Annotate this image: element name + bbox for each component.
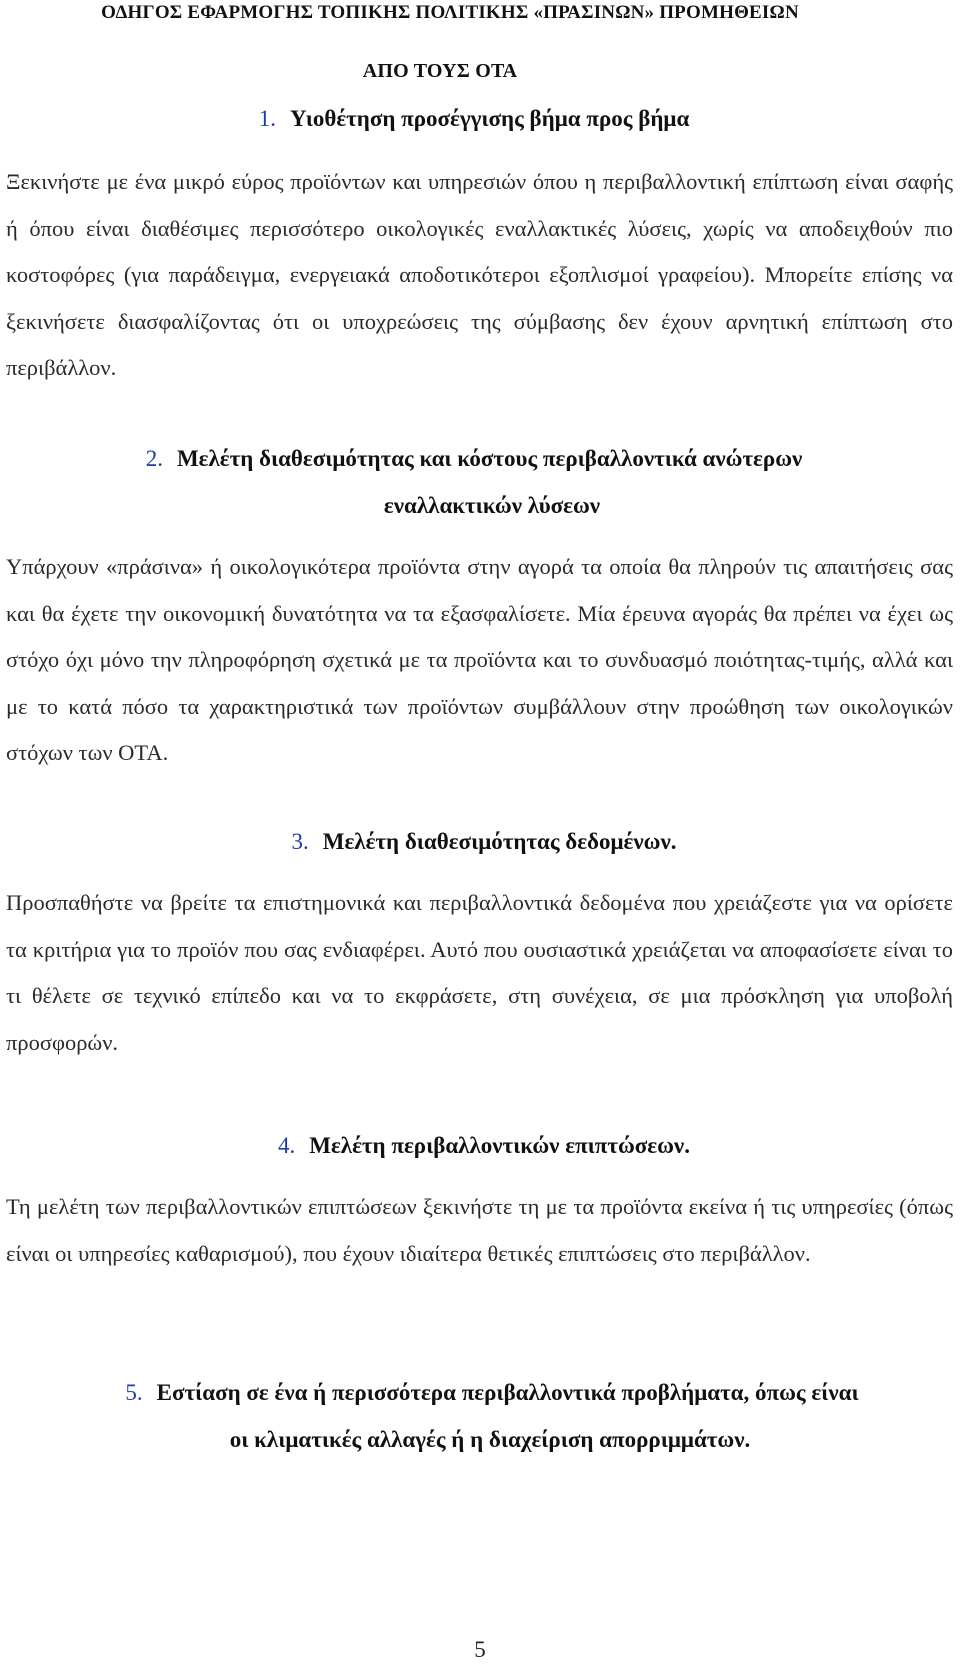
section-1-body: Ξεκινήστε με ένα μικρό εύρος προϊόντων και υπηρεσιών όπου η περιβαλλοντική επίπτωση είναι σαφής ή όπου είναι διαθέσιμες περισσότερο οικολογικές εναλλακτικές λύσεις, χωρίς να αποδειχθούν πιο κοστοφόρες (για παράδειγμα, ενεργειακά αποδοτικότεροι εξοπλισμοί γραφείου). Μπορείτε επίσης να ξεκινήσετε διασφαλίζοντας ότι οι υποχρεώσεις της σύμβασης δεν έχουν αρνητική επίπτωση στο περιβάλλον.	[6, 169, 953, 381]
section-number: 4.	[278, 1133, 296, 1158]
section-3-heading	[4, 829, 960, 855]
document-title-line1: ΟΔΗΓΟΣ ΕΦΑΡΜΟΓΗΣ ΤΟΠΙΚΗΣ ΠΟΛΙΤΙΚΗΣ «ΠΡΑΣΙΝΩΝ» ΠΡΟΜΗΘΕΙΩΝ	[101, 2, 799, 23]
section-title: Υιοθέτηση προσέγγισης βήμα προς βήμα	[289, 106, 690, 131]
section-5-heading-line2	[10, 1427, 960, 1453]
section-2-body: Υπάρχουν «πράσινα» ή οικολογικότερα προϊόντα στην αγορά τα οποία θα πληρούν τις απαιτήσεις σας και θα έχετε την οικονομική δυνατότητα να τα εξασφαλίσετε. Μία έρευνα αγοράς θα πρέπει να έχει ως στόχο όχι μόνο την πληροφόρηση σχετικά με τα προϊόντα και το συνδυασμό ποιότητας-τιμής, αλλά και με το κατά πόσο τα χαρακτηριστικά των προϊόντων συμβάλλουν στην προώθηση των οικολογικών στόχων των ΟΤΑ.	[6, 554, 953, 766]
section-2-heading-line2	[12, 493, 960, 519]
section-title-continued: εναλλακτικών λύσεων	[383, 493, 601, 518]
section-number: 5.	[125, 1380, 143, 1405]
section-number: 2.	[145, 446, 163, 471]
section-5-heading	[12, 1380, 960, 1406]
section-title-continued: οι κλιματικές αλλαγές ή η διαχείριση απορριμμάτων.	[229, 1427, 751, 1452]
section-title: Μελέτη διαθεσιμότητας δεδομένων.	[322, 829, 677, 854]
section-title: Εστίαση σε ένα ή περισσότερα περιβαλλοντικά προβλήματα, όπως είναι	[156, 1380, 859, 1405]
section-title: Μελέτη περιβαλλοντικών επιπτώσεων.	[309, 1133, 690, 1158]
section-4-heading	[4, 1133, 960, 1159]
section-1-heading	[0, 106, 954, 132]
page-number: 5	[474, 1637, 486, 1662]
section-title: Μελέτη διαθεσιμότητας και κόστους περιβαλλοντικά ανώτερων	[176, 446, 803, 471]
document-title-line2: ΑΠΟ ΤΟΥΣ ΟΤΑ	[362, 60, 518, 82]
section-3-body: Προσπαθήστε να βρείτε τα επιστημονικά και περιβαλλοντικά δεδομένα που χρειάζεστε για να ορίσετε τα κριτήρια για το προϊόν που σας ενδιαφέρει. Αυτό που ουσιαστικά χρειάζεται να αποφασίσετε είναι το τι θέλετε σε τεχνικό επίπεδο και να το εκφράσετε, στη συνέχεια, σε μια πρόσκληση για υποβολή προσφορών.	[6, 890, 953, 1055]
section-number: 3.	[291, 829, 309, 854]
section-number: 1.	[258, 106, 276, 131]
section-2-heading	[0, 446, 954, 472]
section-4-body: Τη μελέτη των περιβαλλοντικών επιπτώσεων ξεκινήστε τη με τα προϊόντα εκείνα ή τις υπηρεσίες (όπως είναι οι υπηρεσίες καθαρισμού), που έχουν ιδιαίτερα θετικές επιπτώσεις στο περιβάλλον.	[6, 1194, 953, 1266]
